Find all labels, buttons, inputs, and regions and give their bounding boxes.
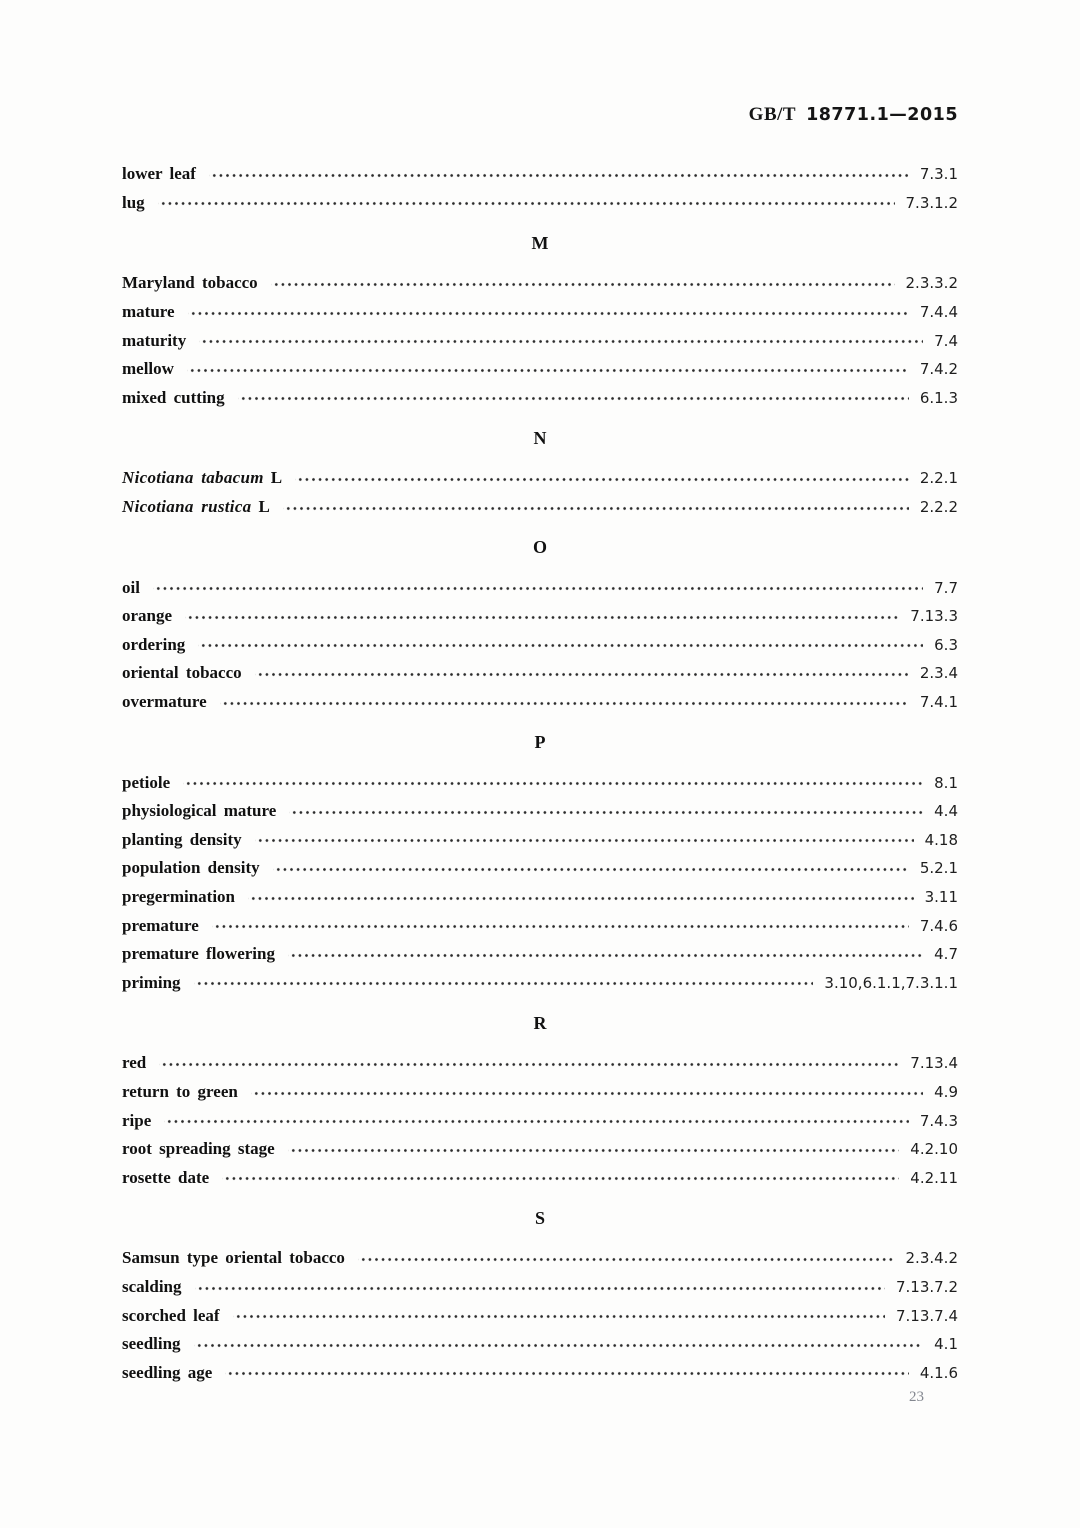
term-text: lower leaf (122, 164, 196, 184)
dot-leader (164, 1106, 909, 1135)
term-text: overmature (122, 692, 207, 712)
term-text: orange (122, 606, 173, 626)
term-text: mixed cutting (122, 387, 225, 407)
index-entry (122, 768, 958, 797)
term-text: Samsun type oriental tobacco (122, 1248, 345, 1268)
term-text: petiole (122, 772, 171, 792)
section-reference: 4.9 (934, 1082, 958, 1101)
term-text: scalding (122, 1276, 182, 1296)
index-entry (122, 160, 958, 189)
term-label (122, 858, 260, 878)
section-reference: 3.11 (924, 887, 958, 906)
dot-leader (185, 602, 899, 631)
dot-leader (233, 1301, 885, 1330)
term-text: Maryland tobacco (122, 273, 258, 293)
section-reference: 7.4.6 (919, 916, 958, 935)
index-entry (122, 326, 958, 355)
section-reference: 4.4 (934, 802, 958, 821)
term-text: oil (122, 577, 140, 597)
dot-leader (198, 631, 923, 660)
term-text: priming (122, 972, 181, 992)
term-text: ripe (122, 1110, 152, 1130)
section-reference: 2.3.4.2 (905, 1249, 958, 1268)
dot-leader (271, 269, 895, 298)
section-letter: P (534, 732, 546, 753)
dot-leader (255, 826, 914, 855)
term-text: pregermination (122, 886, 236, 906)
index-entry (122, 573, 958, 602)
term-text: premature flowering (122, 944, 275, 964)
index-entry (122, 1244, 958, 1273)
index-entry (122, 1163, 958, 1192)
dot-leader (288, 1135, 900, 1164)
section-reference: 7.13.4 (910, 1054, 958, 1073)
term-text: maturity (122, 330, 187, 350)
section-reference: 5.2.1 (919, 859, 958, 878)
index-entry (122, 1135, 958, 1164)
term-text: premature (122, 915, 199, 935)
dot-leader (220, 688, 909, 717)
index-entry (122, 940, 958, 969)
term-label (122, 578, 140, 598)
dot-leader (222, 1163, 899, 1192)
term-label (122, 606, 172, 626)
dot-leader (225, 1358, 908, 1387)
section-reference: 8.1 (934, 773, 958, 792)
section-reference: 6.1.3 (919, 388, 958, 407)
section-reference: 7.4.4 (919, 303, 958, 322)
index-entry (122, 1106, 958, 1135)
section-reference: 7.3.1.2 (905, 193, 958, 212)
term-text: mellow (122, 359, 174, 379)
term-text: Nicotiana tabacum (122, 468, 264, 488)
index-entry (122, 1330, 958, 1359)
index-entry (122, 826, 958, 855)
index-entry (122, 688, 958, 717)
index-entry (122, 1358, 958, 1387)
dot-leader (199, 326, 923, 355)
index-entry (122, 883, 958, 912)
term-label (122, 1082, 238, 1102)
dot-leader (194, 968, 814, 997)
term-text: ordering (122, 634, 186, 654)
section-reference: 4.2.11 (910, 1168, 958, 1187)
section-reference: 4.18 (924, 830, 958, 849)
term-label (122, 1363, 212, 1383)
section-letter: R (533, 1013, 547, 1034)
term-text: scorched leaf (122, 1305, 220, 1325)
section-letter: S (534, 1208, 545, 1229)
section-letter: M (531, 233, 549, 254)
index-entry (122, 1273, 958, 1302)
section-reference: 4.7 (934, 945, 958, 964)
dot-leader (238, 384, 909, 413)
dot-leader (153, 573, 923, 602)
term-text: planting density (122, 829, 242, 849)
index-entry (122, 384, 958, 413)
term-suffix: L (270, 468, 283, 488)
dot-leader (209, 160, 909, 189)
term-label (122, 635, 185, 655)
term-label (122, 773, 170, 793)
section-reference: 2.2.1 (919, 469, 958, 488)
term-label (122, 663, 242, 683)
dot-leader (289, 797, 923, 826)
term-label (122, 1306, 220, 1326)
term-text: red (122, 1053, 147, 1073)
term-text: rosette date (122, 1167, 210, 1187)
term-label (122, 388, 225, 408)
dot-leader (159, 1049, 899, 1078)
term-text: seedling (122, 1334, 181, 1354)
dot-leader (283, 493, 909, 522)
term-label (122, 1277, 182, 1297)
section-reference: 7.13.3 (910, 607, 958, 626)
index-entry (122, 659, 958, 688)
section-reference: 6.3 (934, 635, 958, 654)
term-label (122, 1168, 209, 1188)
index-entry (122, 854, 958, 883)
term-label (122, 916, 199, 936)
term-text: lug (122, 192, 145, 212)
section-reference: 7.4.1 (919, 693, 958, 712)
index-entry (122, 464, 958, 493)
term-label (122, 1111, 151, 1131)
term-label (122, 164, 196, 184)
section-reference: 7.3.1 (919, 165, 958, 184)
term-text: seedling age (122, 1362, 213, 1382)
index-entry (122, 269, 958, 298)
index-entry (122, 355, 958, 384)
term-label (122, 1053, 146, 1073)
term-suffix: L (258, 497, 271, 517)
term-label (122, 692, 207, 712)
index-entry (122, 631, 958, 660)
section-reference: 2.2.2 (919, 498, 958, 517)
index-entry (122, 1301, 958, 1330)
dot-leader (288, 940, 923, 969)
section-reference: 7.13.7.2 (895, 1277, 958, 1296)
section-reference: 7.13.7.4 (895, 1306, 958, 1325)
term-label (122, 801, 276, 821)
section-reference: 4.1 (934, 1335, 958, 1354)
doc-header (122, 104, 958, 134)
doc-code-prefix: GB/T (748, 104, 797, 125)
index-entry (122, 493, 958, 522)
page-number: 23 (909, 1389, 924, 1405)
page-footer (122, 1389, 958, 1406)
dot-leader (158, 189, 895, 218)
term-text: root spreading stage (122, 1139, 275, 1159)
term-label (122, 193, 145, 213)
doc-code-number: 18771.1—2015 (806, 105, 958, 125)
dot-leader (187, 355, 909, 384)
index-list (122, 160, 958, 1387)
dot-leader (188, 298, 909, 327)
term-label (122, 1139, 275, 1159)
index-entry (122, 298, 958, 327)
term-text: population density (122, 858, 260, 878)
dot-leader (358, 1244, 895, 1273)
index-entry (122, 602, 958, 631)
dot-leader (273, 854, 909, 883)
term-label (122, 359, 174, 379)
term-label (122, 973, 181, 993)
index-entry (122, 1078, 958, 1107)
term-label (122, 302, 175, 322)
section-reference: 4.1.6 (919, 1363, 958, 1382)
term-text: oriental tobacco (122, 663, 242, 683)
term-label (122, 830, 242, 850)
dot-leader (251, 1078, 923, 1107)
term-label (122, 1248, 345, 1268)
section-reference: 4.2.10 (910, 1140, 958, 1159)
index-entry (122, 797, 958, 826)
term-text: return to green (122, 1081, 238, 1101)
section-reference: 3.10,6.1.1,7.3.1.1 (824, 973, 958, 992)
term-text: Nicotiana rustica (122, 497, 252, 517)
term-label (122, 944, 275, 964)
term-label (122, 273, 258, 293)
dot-leader (255, 659, 909, 688)
section-reference: 2.3.3.2 (905, 274, 958, 293)
section-letter: N (533, 428, 547, 449)
section-letter: O (532, 537, 547, 558)
term-text: mature (122, 302, 175, 322)
term-label (122, 1334, 181, 1354)
dot-leader (194, 1330, 924, 1359)
dot-leader (248, 883, 914, 912)
section-reference: 7.7 (934, 578, 958, 597)
index-entry (122, 189, 958, 218)
term-label (122, 887, 235, 907)
term-label (122, 497, 270, 517)
term-label (122, 468, 282, 488)
dot-leader (212, 911, 909, 940)
section-reference: 2.3.4 (919, 664, 958, 683)
section-reference: 7.4 (934, 331, 958, 350)
section-reference: 7.4.2 (919, 360, 958, 379)
index-entry (122, 968, 958, 997)
section-reference: 7.4.3 (919, 1111, 958, 1130)
index-entry (122, 1049, 958, 1078)
index-entry (122, 911, 958, 940)
term-label (122, 331, 186, 351)
dot-leader (183, 768, 923, 797)
term-text: physiological mature (122, 801, 277, 821)
dot-leader (295, 464, 908, 493)
dot-leader (195, 1273, 885, 1302)
